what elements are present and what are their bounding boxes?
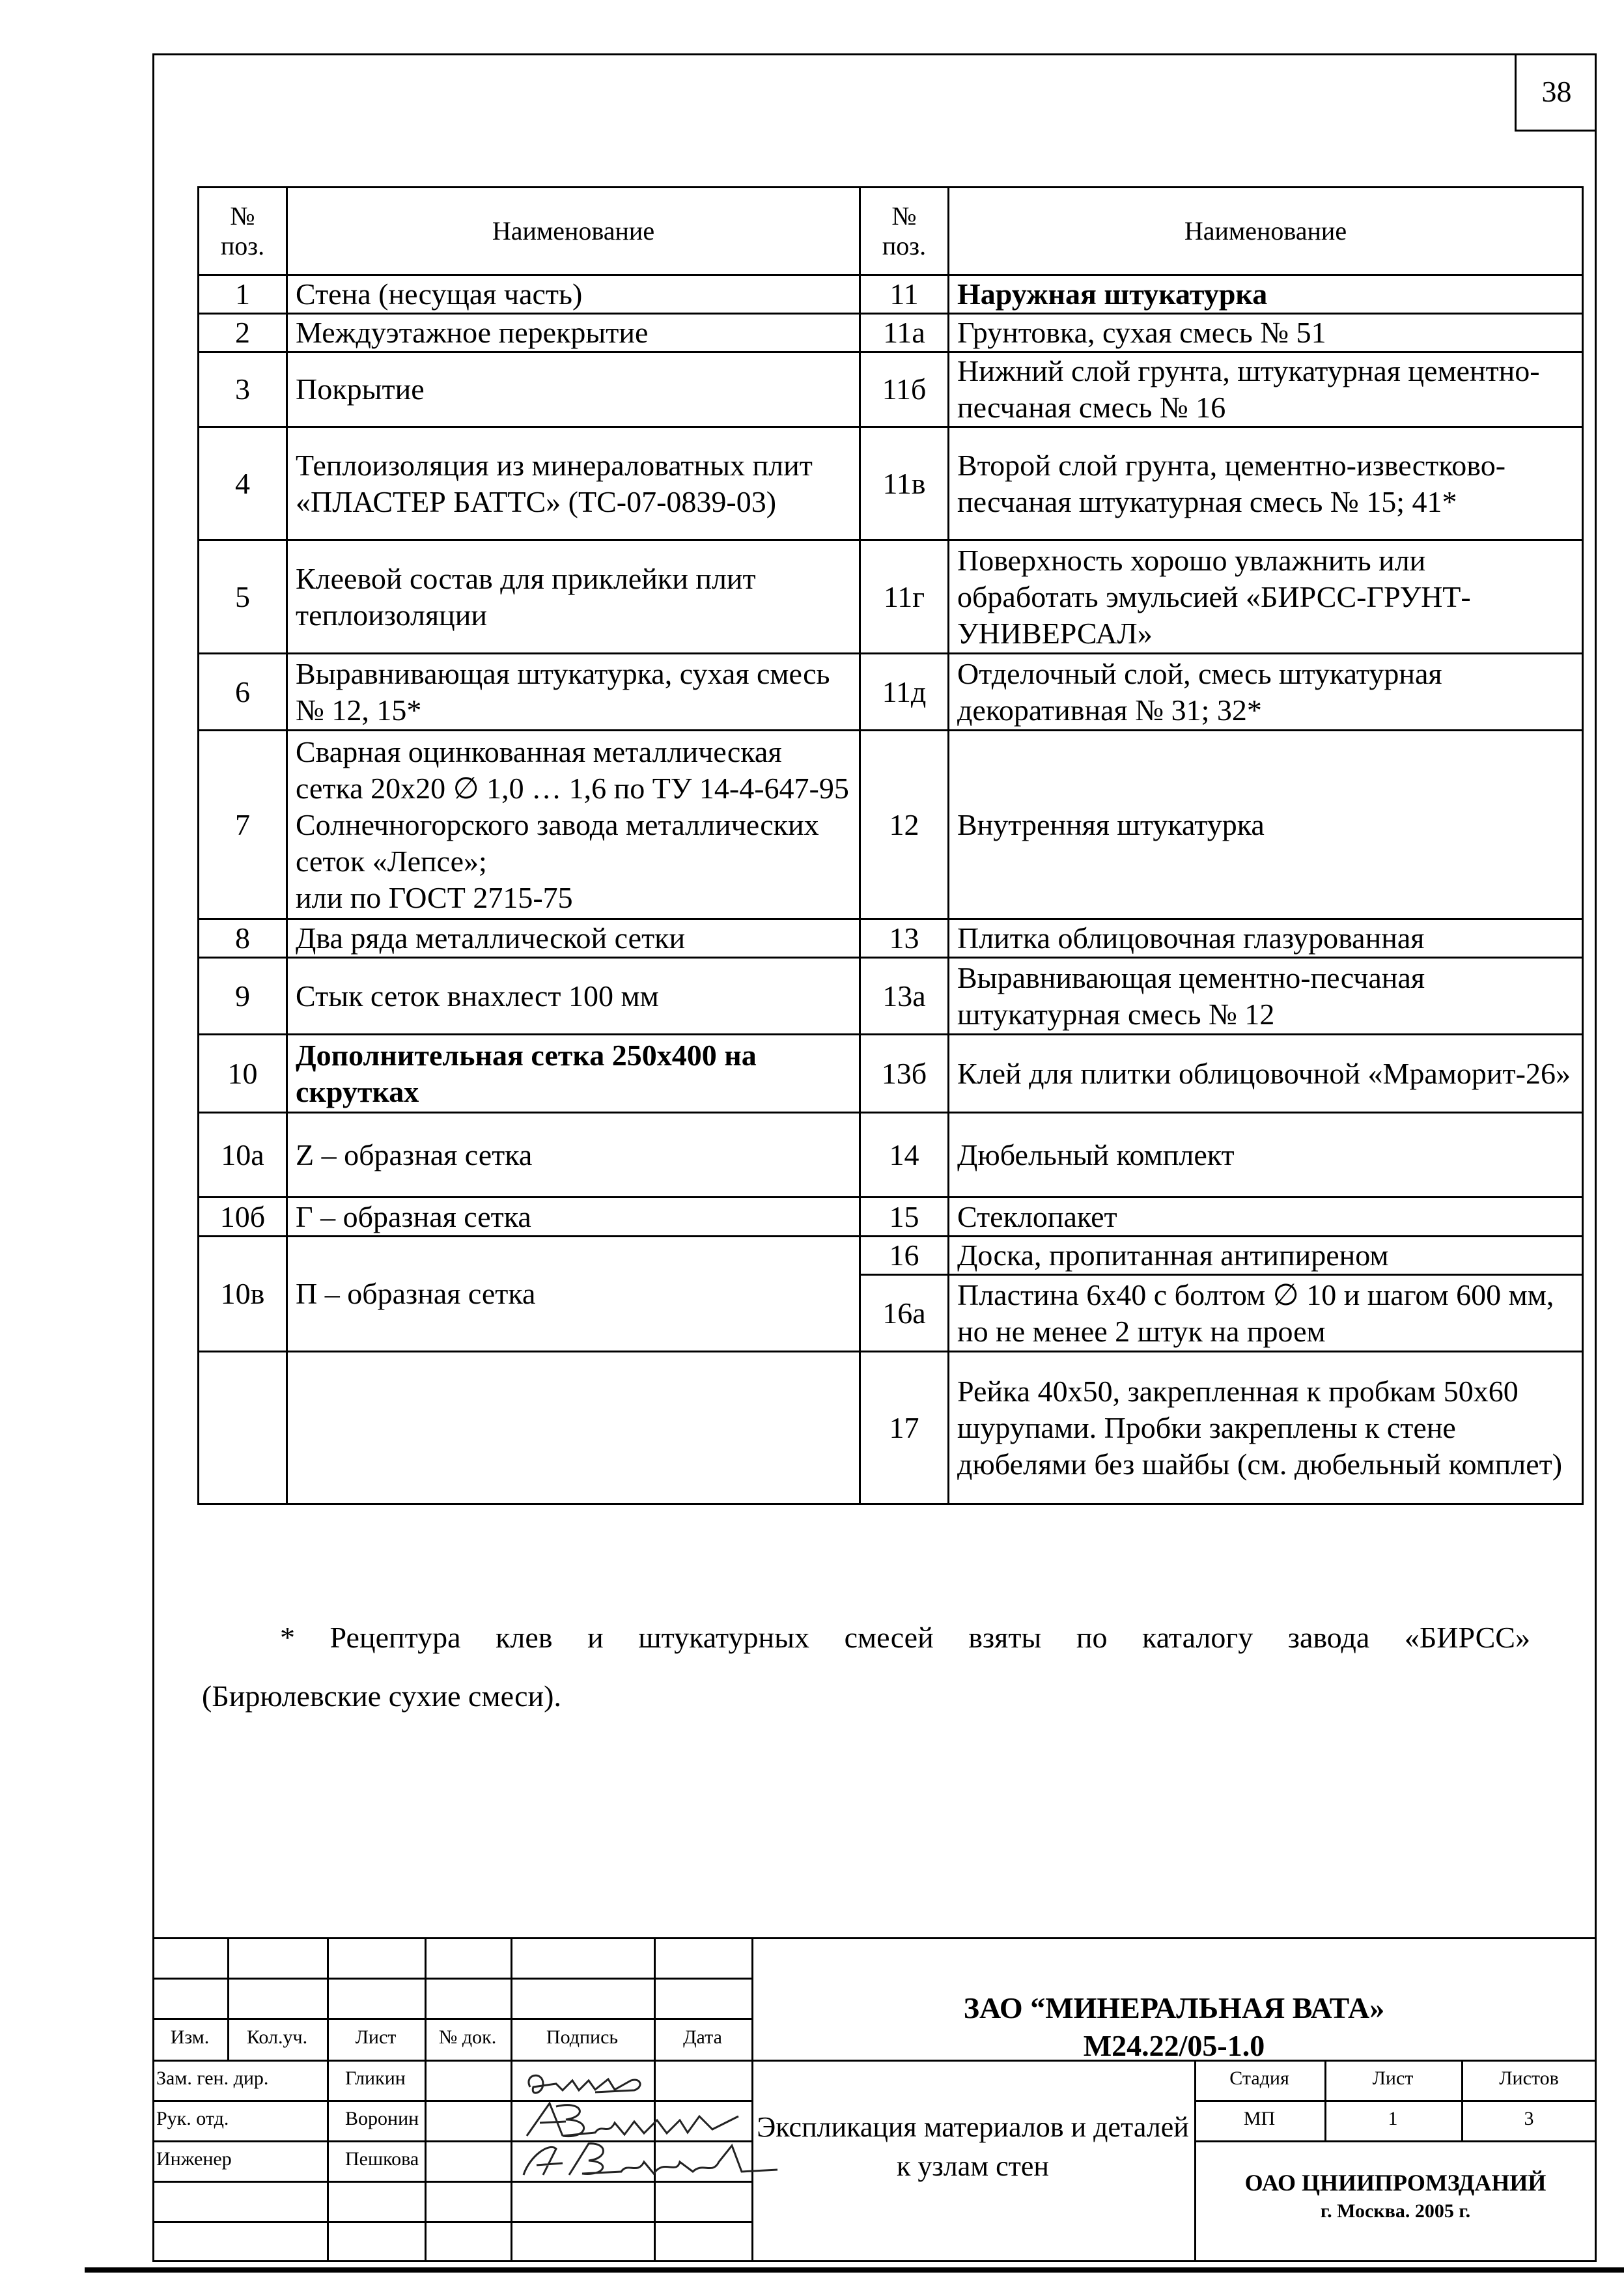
name-voronin: Воронин (345, 2108, 419, 2129)
col-kol-uch: Кол.уч. (246, 2026, 308, 2048)
pos-num: 13б (860, 1035, 949, 1113)
table-row (199, 958, 1583, 1035)
document-code: М24.22/05-1.0 (1083, 2029, 1265, 2062)
pos-name: Г – образная сетка (287, 1198, 860, 1237)
col-list: Лист (355, 2026, 397, 2048)
organization-name: ЗАО “МИНЕРАЛЬНАЯ ВАТА» (963, 1991, 1385, 2024)
header-num-2: № поз. (860, 188, 949, 275)
name-glikin: Гликин (345, 2067, 406, 2089)
table-row (199, 314, 1583, 352)
designer-name: ОАО ЦНИИПРОМЗДАНИЙ (1244, 2170, 1547, 2196)
table-row (199, 1035, 1583, 1113)
pos-name: Стык сеток внахлест 100 мм (287, 958, 860, 1035)
title-block (152, 1937, 1597, 2262)
pos-name: Наружная штукатурка (949, 275, 1583, 314)
pos-name: Z – образная сетка (287, 1113, 860, 1198)
pos-num: 12 (860, 731, 949, 919)
pos-name: Дополнительная сетка 250х400 на скрутках (287, 1035, 860, 1113)
designer-city: г. Москва. 2005 г. (1320, 2200, 1471, 2222)
designer-organization (1194, 2168, 1597, 2226)
stamp-line (327, 1937, 329, 2262)
pos-name: Стена (несущая часть) (287, 275, 860, 314)
table-row (199, 1113, 1583, 1198)
col-date: Дата (683, 2026, 722, 2048)
stamp-line (425, 1937, 427, 2262)
pos-name: Пластина 6х40 с болтом ∅ 10 и шагом 600 мм, но не менее 2 штук на проем (949, 1275, 1583, 1352)
pos-num: 11б (860, 352, 949, 427)
stamp-line (1194, 2140, 1597, 2142)
page-number: 38 (1515, 53, 1597, 132)
stamp-line (152, 2221, 751, 2223)
footnote (202, 1608, 1530, 1726)
signature-peshkova (517, 2136, 791, 2188)
header-num: № поз. (199, 188, 287, 275)
pos-num: 14 (860, 1113, 949, 1198)
pos-num: 11д (860, 654, 949, 731)
pos-name: Теплоизоляция из минераловатных плит «ПЛАСТЕР БАТТС» (ТС-07-0839-03) (287, 427, 860, 540)
pos-num: 16а (860, 1275, 949, 1352)
sheet-label: Лист (1372, 2067, 1414, 2089)
table-row (199, 731, 1583, 919)
stamp-line (511, 1937, 512, 2262)
table-row (199, 427, 1583, 540)
pos-name: Отделочный слой, смесь штукатурная декоративная № 31; 32* (949, 654, 1583, 731)
table-row (199, 1198, 1583, 1237)
pos-num: 6 (199, 654, 287, 731)
role-head-of-dept: Рук. отд. (156, 2108, 229, 2129)
table-header-row (199, 188, 1583, 275)
pos-name: Доска, пропитанная антипиреном (949, 1237, 1583, 1275)
stamp-line (152, 1937, 1597, 1939)
pos-name: Внутренняя штукатурка (949, 731, 1583, 919)
pos-num: 10в (199, 1237, 287, 1352)
header-name-2: Наименование (949, 188, 1583, 275)
pos-name: Дюбельный комплект (949, 1113, 1583, 1198)
pos-name: Клей для плитки облицовочной «Мраморит-26» (949, 1035, 1583, 1113)
stamp-line (152, 2018, 751, 2020)
table-row (199, 352, 1583, 427)
pos-num: 4 (199, 427, 287, 540)
pos-num: 13 (860, 919, 949, 958)
pos-name: Два ряда металлической сетки (287, 919, 860, 958)
table-row (199, 540, 1583, 654)
sheet-value: 1 (1388, 2108, 1398, 2129)
table-row (199, 1352, 1583, 1504)
table-row (199, 275, 1583, 314)
pos-num: 11в (860, 427, 949, 540)
pos-num: 17 (860, 1352, 949, 1504)
stamp-line (1194, 2060, 1196, 2262)
organization-title (751, 1989, 1597, 2065)
bottom-edge-line (85, 2267, 1624, 2273)
pos-name: Нижний слой грунта, штукатурная цементно-песчаная смесь № 16 (949, 352, 1583, 427)
table-row (199, 654, 1583, 731)
pos-num: 3 (199, 352, 287, 427)
pos-name (287, 731, 860, 919)
pos-name: Междуэтажное перекрытие (287, 314, 860, 352)
pos-num: 10а (199, 1113, 287, 1198)
pos-name: Поверхность хорошо увлажнить или обработать эмульсией «БИРСС-ГРУНТ-УНИВЕРСАЛ» (949, 540, 1583, 654)
empty-cell (287, 1352, 860, 1504)
pos-num: 10 (199, 1035, 287, 1113)
pos-name: Выравнивающая штукатурка, сухая смесь № 12, 15* (287, 654, 860, 731)
pos-num: 5 (199, 540, 287, 654)
pos-num: 16 (860, 1237, 949, 1275)
pos-num: 7 (199, 731, 287, 919)
footnote-line-2: (Бирюлевские сухие смеси). (202, 1679, 561, 1713)
pos-name: П – образная сетка (287, 1237, 860, 1352)
pos-num: 11а (860, 314, 949, 352)
pos-num: 11г (860, 540, 949, 654)
stamp-line (152, 1978, 751, 1980)
pos-name-line: Сварная оцинкованная металлическая сетка 20х20 ∅ 1,0 … 1,6 по ТУ 14-4-647-95 Солнечногорского завода металлических сеток «Лепсе»; (296, 735, 849, 878)
footnote-line-1: * Рецептура клев и штукатурных смесей взяты по каталогу завода «БИРСС» (280, 1621, 1530, 1654)
stage-label: Стадия (1229, 2067, 1289, 2089)
sheets-value: 3 (1524, 2108, 1534, 2129)
role-engineer: Инженер (156, 2148, 232, 2170)
pos-name: Рейка 40х50, закрепленная к пробкам 50х60 шурупами. Пробки закреплены к стене дюбелями без шайбы (см. дюбельный комплет) (949, 1352, 1583, 1504)
pos-num: 15 (860, 1198, 949, 1237)
stamp-line (1194, 2100, 1597, 2102)
pos-num: 13а (860, 958, 949, 1035)
pos-num: 10б (199, 1198, 287, 1237)
table-row (199, 1237, 1583, 1275)
col-doc-num: № док. (438, 2026, 497, 2048)
table-row (199, 919, 1583, 958)
pos-name: Плитка облицовочная глазурованная (949, 919, 1583, 958)
col-izm: Изм. (170, 2026, 210, 2048)
pos-num: 1 (199, 275, 287, 314)
role-deputy-director: Зам. ген. дир. (156, 2067, 269, 2089)
pos-name: Второй слой грунта, цементно-известково-песчаная штукатурная смесь № 15; 41* (949, 427, 1583, 540)
sheets-label: Листов (1499, 2067, 1559, 2089)
pos-num: 2 (199, 314, 287, 352)
pos-num: 11 (860, 275, 949, 314)
pos-name-line: или по ГОСТ 2715-75 (296, 880, 573, 914)
pos-name: Грунтовка, сухая смесь № 51 (949, 314, 1583, 352)
header-name: Наименование (287, 188, 860, 275)
pos-num: 8 (199, 919, 287, 958)
pos-name: Выравнивающая цементно-песчаная штукатурная смесь № 12 (949, 958, 1583, 1035)
pos-name: Клеевой состав для приклейки плит теплоизоляции (287, 540, 860, 654)
stage-value: МП (1243, 2108, 1276, 2129)
document-title: Экспликация материалов и деталей к узлам стен (757, 2111, 1189, 2182)
materials-table (197, 186, 1584, 1505)
pos-num: 9 (199, 958, 287, 1035)
pos-name: Стеклопакет (949, 1198, 1583, 1237)
empty-cell (199, 1352, 287, 1504)
name-peshkova: Пешкова (345, 2148, 419, 2170)
pos-name: Покрытие (287, 352, 860, 427)
col-signature: Подпись (546, 2026, 619, 2048)
